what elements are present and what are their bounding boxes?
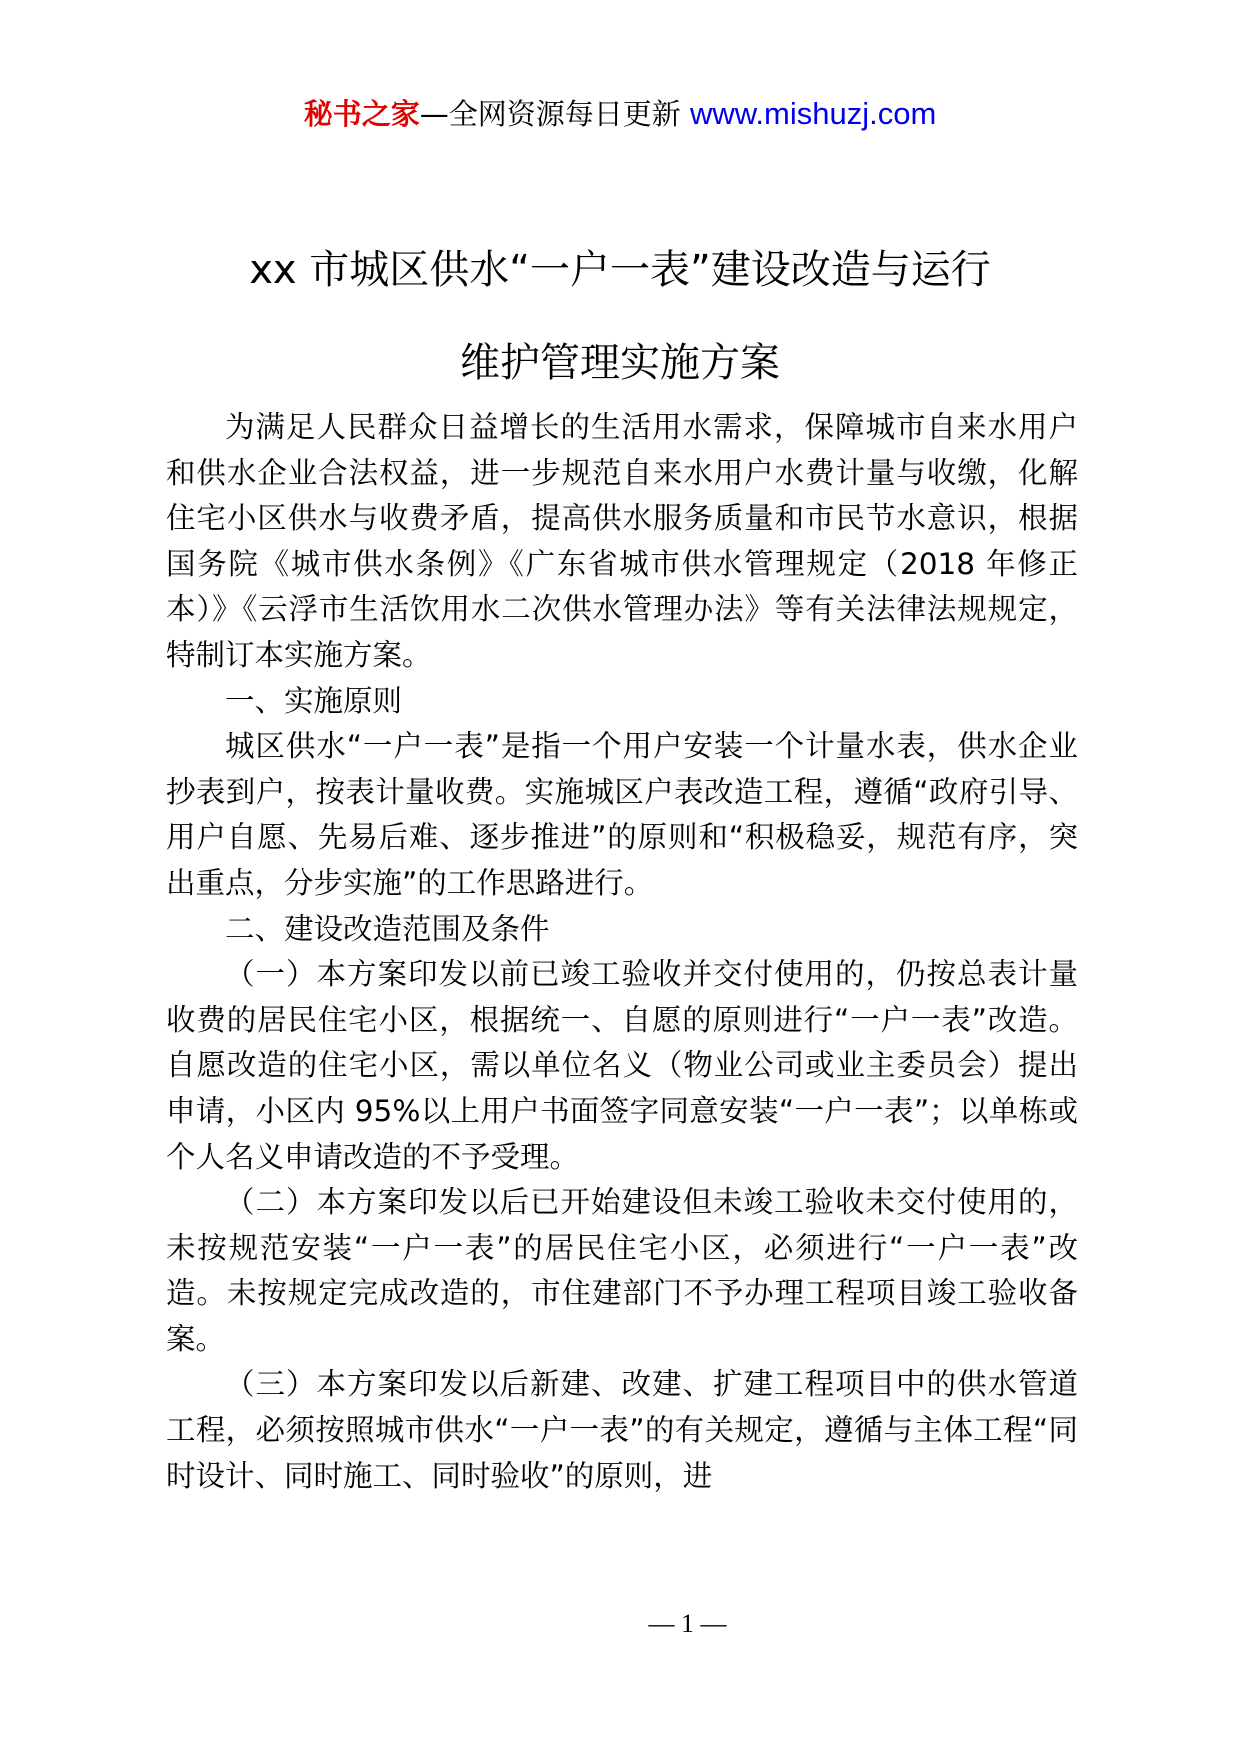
site-url-link[interactable]: www.mishuzj.com: [689, 96, 937, 131]
paragraph-scope-3: （三）本方案印发以后新建、改建、扩建工程项目中的供水管道工程，必须按照城市供水“一户一表”的有关规定，遵循与主体工程“同时设计、同时施工、同时验收”的原则，进: [166, 1367, 1078, 1493]
document-body: [166, 405, 1078, 1499]
paragraph-intro: 为满足人民群众日益增长的生活用水需求，保障城市自来水用户和供水企业合法权益，进一步规范自来水用户水费计量与收缴，化解住宅小区供水与收费矛盾，提高供水服务质量和市民节水意识，根据国务院《城市供水条例》《广东省城市供水管理规定（2018 年修正本）》《云浮市生活饮用水二次供水管理办法》等有关法律法规规定，特制订本实施方案。: [166, 410, 1078, 672]
paragraph-scope-1: （一）本方案印发以前已竣工验收并交付使用的，仍按总表计量收费的居民住宅小区，根据统一、自愿的原则进行“一户一表”改造。自愿改造的住宅小区，需以单位名义（物业公司或业主委员会）提出申请，小区内 95%以上用户书面签字同意安装“一户一表”；以单栋或个人名义申请改造的不予受理。: [166, 957, 1078, 1174]
page-number: — 1 —: [648, 1609, 727, 1638]
section-heading-principles: 一、实施原则: [225, 683, 403, 718]
site-header: [0, 96, 1240, 132]
document-title-line-1: xx 市城区供水“一户一表”建设改造与运行: [249, 247, 991, 293]
paragraph-principles: 城区供水“一户一表”是指一个用户安装一个计量水表，供水企业抄表到户，按表计量收费。实施城区户表改造工程，遵循“政府引导、用户自愿、先易后难、逐步推进”的原则和“积极稳妥，规范有序，突出重点，分步实施”的工作思路进行。: [166, 729, 1078, 900]
paragraph-scope-2: （二）本方案印发以后已开始建设但未竣工验收未交付使用的，未按规范安装“一户一表”的居民住宅小区，必须进行“一户一表”改造。未按规定完成改造的，市住建部门不予办理工程项目竣工验收备案。: [166, 1185, 1078, 1356]
document-title-line-2: 维护管理实施方案: [460, 340, 780, 386]
site-tagline: —全网资源每日更新: [419, 97, 690, 131]
section-heading-scope: 二、建设改造范围及条件: [225, 911, 550, 946]
site-brand: 秘书之家: [303, 97, 420, 131]
